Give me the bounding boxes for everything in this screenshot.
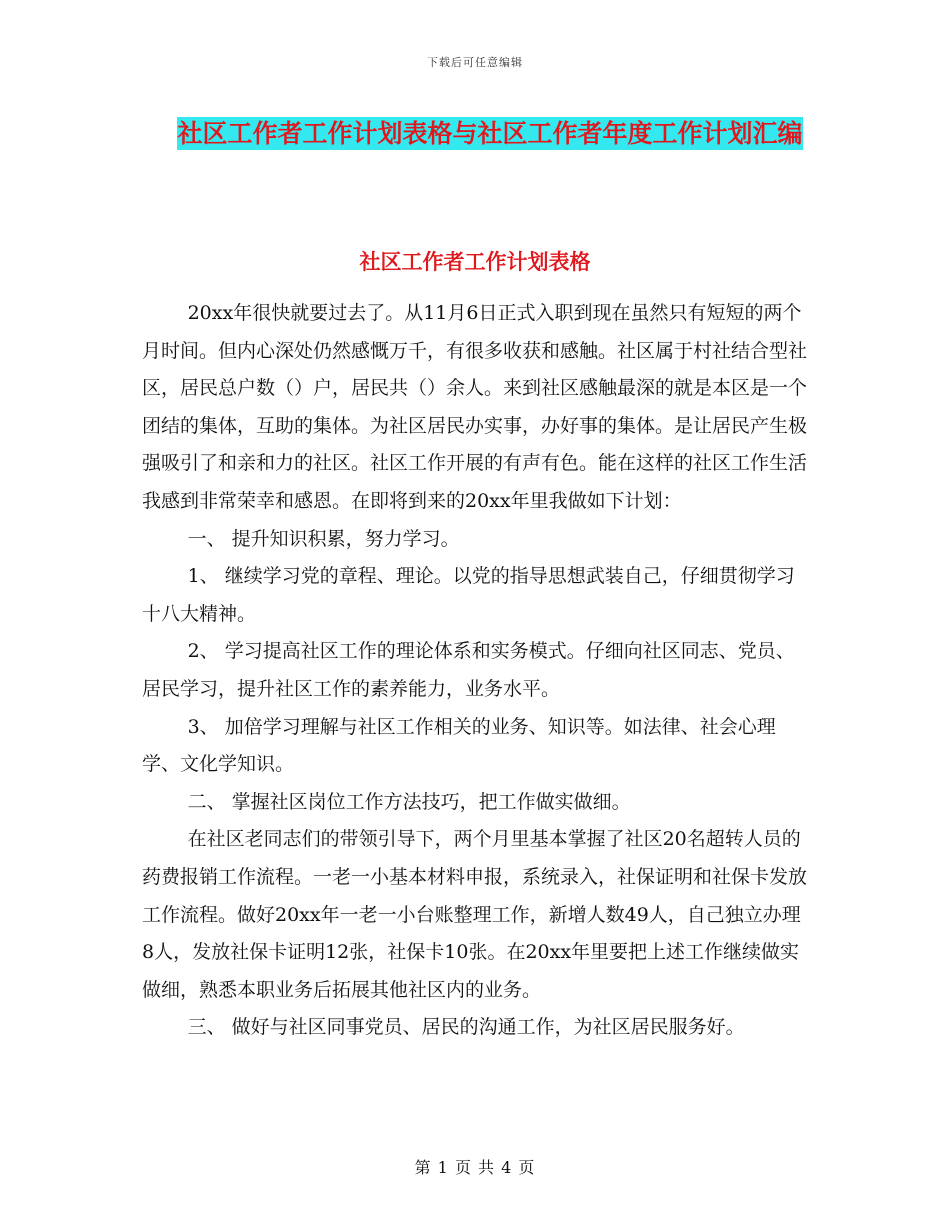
paragraph-item-1: 1、 继续学习党的章程、理论。以党的指导思想武装自己，仔细贯彻学习十八大精神。 xyxy=(142,565,795,625)
paragraph-item-2: 2、 学习提高社区工作的理论体系和实务模式。仔细向社区同志、党员、居民学习，提升社区工作的素养能力，业务水平。 xyxy=(142,640,795,700)
paragraph-intro: 20xx年很快就要过去了。从11月6日正式入职到现在虽然只有短短的两个月时间。但内心深处仍然感慨万千，有很多收获和感触。社区属于村社结合型社区，居民总户数（）户，居民共（）余人。来到社区感触最深的就是本区是一个团结的集体，互助的集体。为社区居民办实事，办好事的集体。是让居民产生极强吸引了和亲和力的社区。社区工作开展的有声有色。能在这样的社区工作生活我感到非常荣幸和感恩。在即将到来的20xx年里我做如下计划： xyxy=(142,302,808,512)
page-footer: 第 1 页 共 4 页 xyxy=(414,1158,536,1177)
document-title-text: 社区工作者工作计划表格与社区工作者年度工作计划汇编 xyxy=(177,119,803,148)
paragraph-item-3: 3、 加倍学习理解与社区工作相关的业务、知识等。如法律、社会心理学、文化学知识。 xyxy=(142,715,776,776)
document-title xyxy=(140,112,840,155)
paragraph-heading-2: 二、 掌握社区岗位工作方法技巧，把工作做实做细。 xyxy=(187,790,631,813)
paragraph-body-2: 在社区老同志们的带领引导下，两个月里基本掌握了社区20名超转人员的药费报销工作流程。一老一小基本材料申报，系统录入，社保证明和社保卡发放工作流程。做好20xx年一老一小台账整理工作，新增人数49人，自己独立办理8人，发放社保卡证明12张，社保卡10张。在20xx年里要把上述工作继续做实做细，熟悉本职业务后拓展其他社区内的业务。 xyxy=(142,828,808,1001)
section-title: 社区工作者工作计划表格 xyxy=(359,250,591,274)
header-note: 下载后可任意编辑 xyxy=(427,56,523,69)
document-body xyxy=(142,295,810,1047)
paragraph-heading-3: 三、 做好与社区同事党员、居民的沟通工作，为社区居民服务好。 xyxy=(187,1016,745,1039)
paragraph-heading-1: 一、 提升知识积累，努力学习。 xyxy=(187,527,460,550)
